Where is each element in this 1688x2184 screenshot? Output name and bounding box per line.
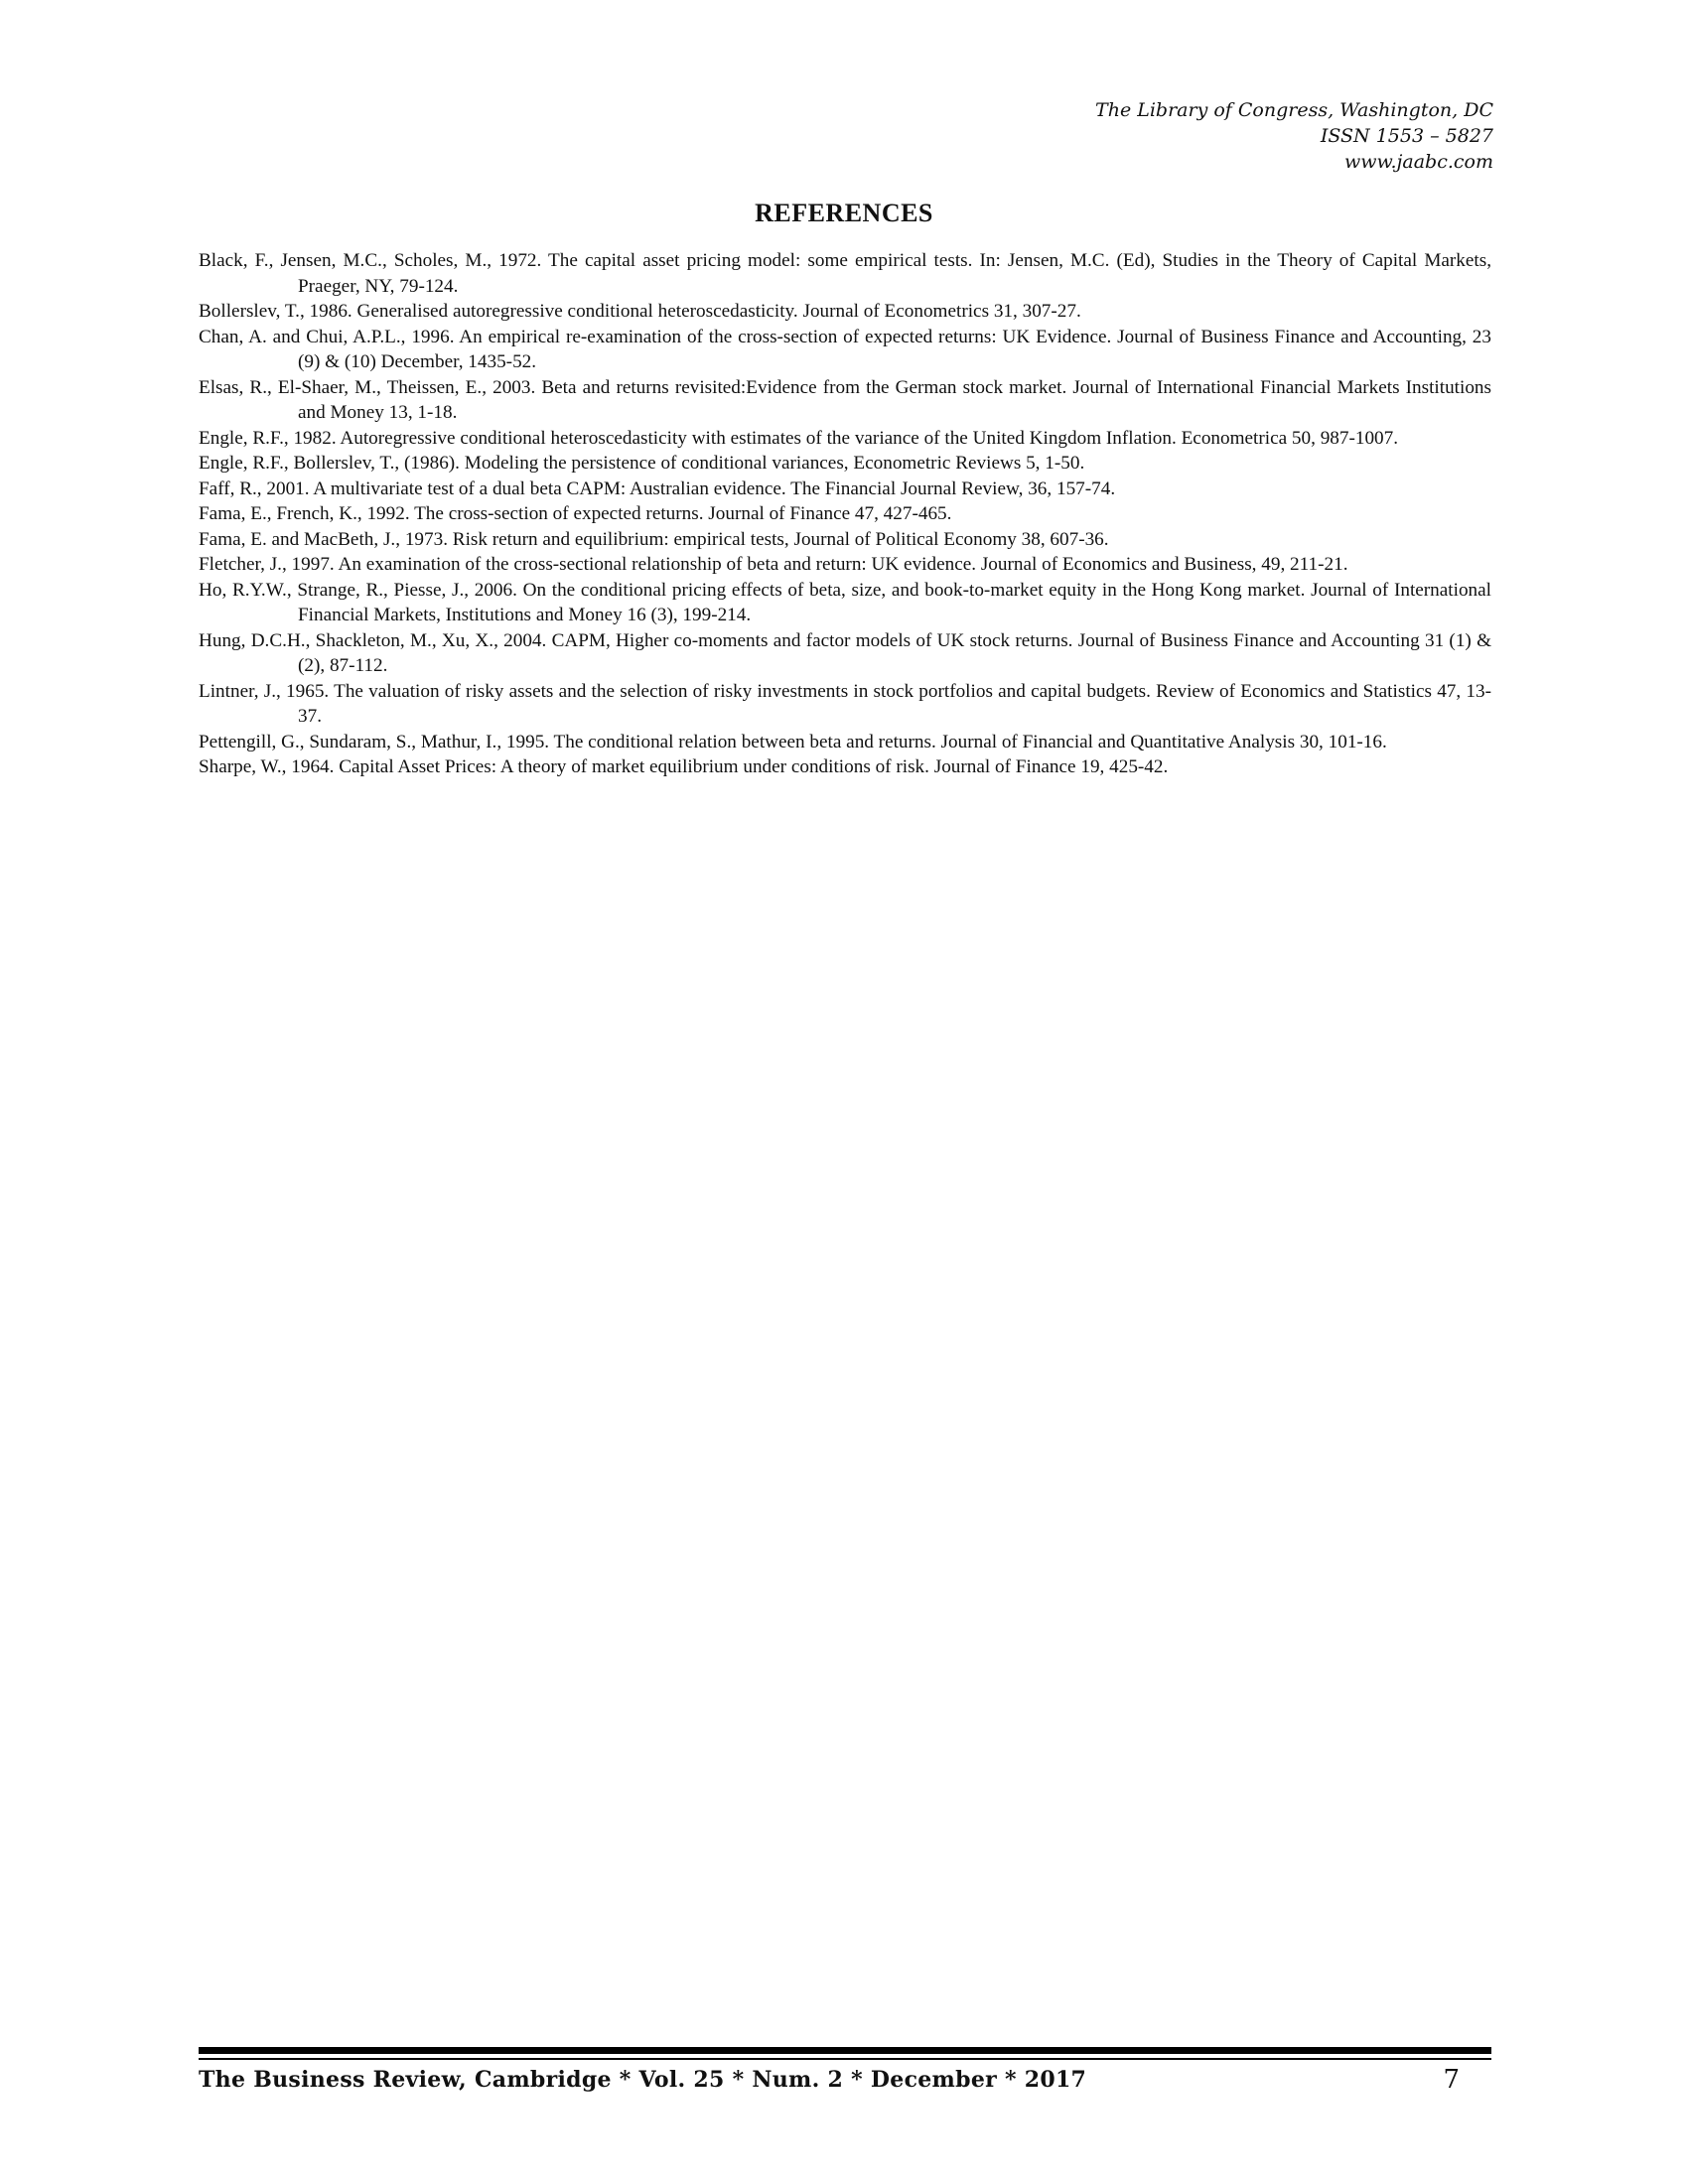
reference-item: Lintner, J., 1965. The valuation of risky assets and the selection of risky investments in stock portfolios and capital budgets. Review of Economics and Statistics 47, 13-37.	[199, 680, 1491, 727]
reference-item: Chan, A. and Chui, A.P.L., 1996. An empirical re-examination of the cross-section of expected returns: UK Evidence. Journal of Business Finance and Accounting, 23 (9) & (10) December, 1435-52.	[199, 326, 1491, 372]
reference-item: Bollerslev, T., 1986. Generalised autoregressive conditional heteroscedasticity. Journal of Econometrics 31, 307-27.	[199, 301, 1081, 322]
footer-journal-citation: The Business Review, Cambridge * Vol. 25 * Num. 2 * December * 2017	[199, 2067, 1087, 2093]
reference-item: Fama, E., French, K., 1992. The cross-section of expected returns. Journal of Finance 47, 427-465.	[199, 503, 952, 524]
reference-item: Faff, R., 2001. A multivariate test of a dual beta CAPM: Australian evidence. The Financial Journal Review, 36, 157-74.	[199, 478, 1116, 499]
footer-rule-thin	[199, 2058, 1491, 2060]
reference-item: Engle, R.F., Bollerslev, T., (1986). Modeling the persistence of conditional variances, Econometric Reviews 5, 1-50.	[199, 453, 1085, 474]
running-header	[898, 97, 1493, 175]
reference-item: Pettengill, G., Sundaram, S., Mathur, I., 1995. The conditional relation between beta and returns. Journal of Financial and Quantitative Analysis 30, 101-16.	[199, 731, 1387, 752]
header-library: The Library of Congress, Washington, DC	[1095, 99, 1493, 121]
reference-item: Elsas, R., El-Shaer, M., Theissen, E., 2003. Beta and returns revisited:Evidence from the German stock market. Journal of International Financial Markets Institutions and Money 13, 1-18.	[199, 376, 1491, 423]
reference-item: Ho, R.Y.W., Strange, R., Piesse, J., 2006. On the conditional pricing effects of beta, size, and book-to-market equity in the Hong Kong market. Journal of International Financial Markets, Institutions and Money 16 (3), 199-214.	[199, 579, 1491, 625]
reference-item: Hung, D.C.H., Shackleton, M., Xu, X., 2004. CAPM, Higher co-moments and factor models of UK stock returns. Journal of Business Finance and Accounting 31 (1) & (2), 87-112.	[199, 629, 1491, 676]
reference-item: Black, F., Jensen, M.C., Scholes, M., 1972. The capital asset pricing model: some empirical tests. In: Jensen, M.C. (Ed), Studies in the Theory of Capital Markets, Praeger, NY, 79-124.	[199, 250, 1491, 297]
reference-list	[199, 248, 1491, 780]
header-issn: ISSN 1553 – 5827	[1320, 125, 1493, 147]
reference-item: Engle, R.F., 1982. Autoregressive conditional heteroscedasticity with estimates of the variance of the United Kingdom Inflation. Econometrica 50, 987-1007.	[199, 427, 1399, 449]
section-title: REFERENCES	[755, 199, 933, 227]
reference-item: Fama, E. and MacBeth, J., 1973. Risk return and equilibrium: empirical tests, Journal of Political Economy 38, 607-36.	[199, 528, 1109, 550]
reference-item: Fletcher, J., 1997. An examination of the cross-sectional relationship of beta and return: UK evidence. Journal of Economics and Business, 49, 211-21.	[199, 554, 1348, 575]
header-website: www.jaabc.com	[1343, 151, 1493, 173]
footer-rule-thick	[199, 2047, 1491, 2054]
reference-item: Sharpe, W., 1964. Capital Asset Prices: A theory of market equilibrium under conditions of risk. Journal of Finance 19, 425-42.	[199, 756, 1169, 777]
page-number: 7	[1443, 2065, 1460, 2095]
